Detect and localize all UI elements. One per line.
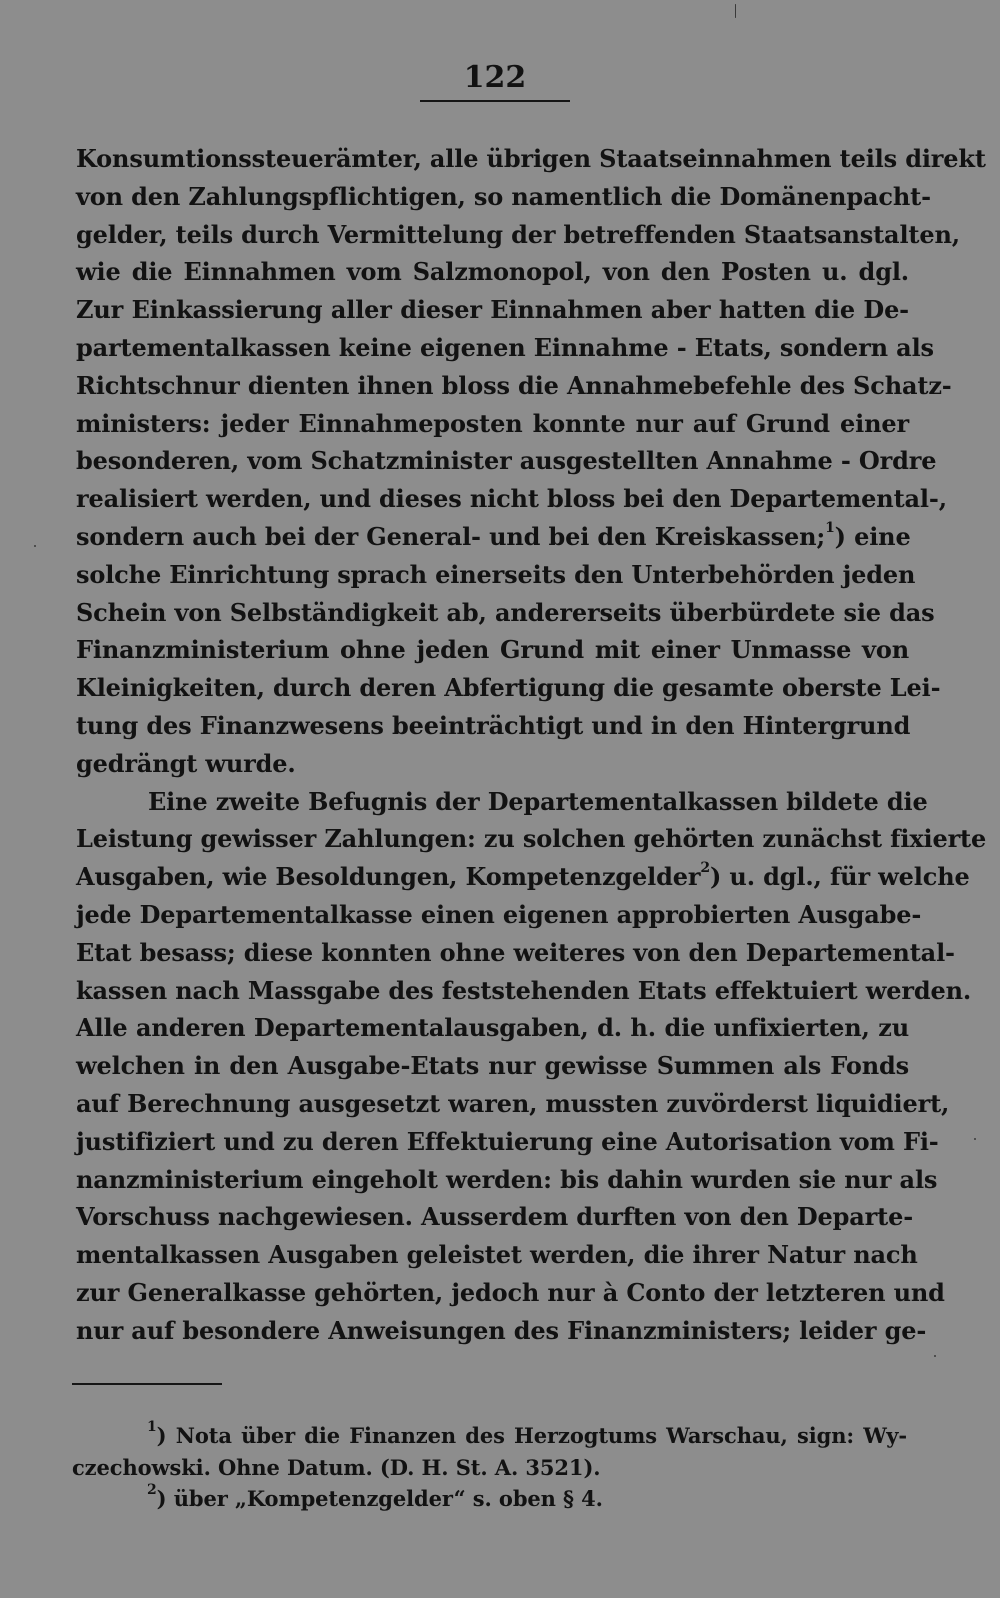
text-line: tung des Finanzwesens beeinträchtigt und in den Hintergrund <box>76 710 911 740</box>
text-line: Finanzministerium ohne jeden Grund mit einer Unmasse von <box>76 635 909 665</box>
text-line: realisiert werden, und dieses nicht bloss bei den Departemental-, <box>76 484 947 514</box>
text-line: welchen in den Ausgabe-Etats nur gewisse Summen als Fonds <box>76 1051 909 1081</box>
body-text <box>76 140 987 1350</box>
text-line: jede Departementalkasse einen eigenen approbierten Ausgabe- <box>76 899 922 929</box>
text-line: besonderen, vom Schatzminister ausgestellten Annahme - Ordre <box>76 446 937 476</box>
text-line: ministers: jeder Einnahmeposten konnte nur auf Grund einer <box>76 408 909 438</box>
footnote-rule <box>72 1383 222 1385</box>
text-line: kassen nach Massgabe des feststehenden Etats effektuiert werden. <box>76 975 972 1005</box>
text-segment: Ausgaben, wie Besoldungen, Kompetenzgelder <box>76 862 701 892</box>
text-line: Leistung gewisser Zahlungen: zu solchen gehörten zunächst fixierte <box>76 824 987 854</box>
scan-speck <box>934 1355 936 1357</box>
text-line: gelder, teils durch Vermittelung der betreffenden Staatsanstalten, <box>76 219 960 249</box>
footnote-line: czechowski. Ohne Datum. (D. H. St. A. 3521). <box>72 1454 601 1480</box>
text-line: Vorschuss nachgewiesen. Ausserdem durften von den Departe- <box>76 1202 914 1232</box>
text-line: Richtschnur dienten ihnen bloss die Annahmebefehle des Schatz- <box>76 370 952 400</box>
text-line: solche Einrichtung sprach einerseits den Unterbehörden jeden <box>76 559 916 589</box>
page-number-rule <box>420 100 570 102</box>
text-segment: ) eine <box>834 521 911 551</box>
text-line: Kleinigkeiten, durch deren Abfertigung die gesamte oberste Lei- <box>76 673 941 703</box>
text-line: von den Zahlungspflichtigen, so namentlich die Domänenpacht- <box>76 181 931 211</box>
text-line: Etat besass; diese konnten ohne weiteres von den Departemental- <box>76 937 955 967</box>
text-line: Konsumtionssteuerämter, alle übrigen Staatseinnahmen teils direkt <box>76 144 986 173</box>
scan-speck <box>34 545 36 547</box>
text-line: Zur Einkassierung aller dieser Einnahmen aber hatten die De- <box>76 295 909 325</box>
text-line: mentalkassen Ausgaben geleistet werden, die ihrer Natur nach <box>76 1240 918 1270</box>
text-line: nur auf besondere Anweisungen des Finanzministers; leider ge- <box>76 1315 927 1345</box>
text-line: zur Generalkasse gehörten, jedoch nur à Conto der letzteren und <box>76 1277 945 1307</box>
footnote-marker: 1 <box>147 1419 157 1435</box>
text-segment: ) u. dgl., für welche <box>710 862 970 892</box>
scan-speck <box>735 4 736 18</box>
text-line: justifiziert und zu deren Effektuierung eine Autorisation vom Fi- <box>76 1126 939 1156</box>
text-line: Eine zweite Befugnis der Departementalkassen bildete die <box>148 786 928 816</box>
text-line: Alle anderen Departementalausgaben, d. h. die unfixierten, zu <box>76 1013 909 1043</box>
paragraph-1 <box>76 140 986 783</box>
footnote-marker: 2 <box>147 1482 157 1498</box>
footnote-2 <box>72 1483 907 1515</box>
text-line: partementalkassen keine eigenen Einnahme - Etats, sondern als <box>76 332 934 362</box>
text-line: Schein von Selbständigkeit ab, andererseits überbürdete sie das <box>76 597 935 627</box>
footnote-line <box>72 1483 907 1515</box>
text-line: wie die Einnahmen vom Salzmonopol, von den Posten u. dgl. <box>76 257 909 287</box>
text-segment: sondern auch bei der General- und bei den Kreiskassen; <box>76 521 826 551</box>
text-line-with-footnote-ref <box>76 858 970 896</box>
paragraph-2 <box>76 783 987 1350</box>
footnotes <box>72 1420 907 1515</box>
page-number: 122 <box>463 60 527 95</box>
footnote-text: ) Nota über die Finanzen des Herzogtums Warschau, sign: Wy- <box>156 1423 907 1448</box>
text-line: nanzministerium eingeholt werden: bis dahin wurden sie nur als <box>76 1164 938 1194</box>
text-line-with-footnote-ref <box>76 518 909 556</box>
text-line: auf Berechnung ausgesetzt waren, mussten zuvörderst liquidiert, <box>76 1088 950 1118</box>
footnote-text: ) über „Kompetenzgelder“ s. oben § 4. <box>156 1486 603 1511</box>
footnote-1 <box>72 1420 907 1483</box>
footnote-line <box>72 1420 907 1452</box>
footnote-ref: 1 <box>825 519 835 536</box>
text-line: gedrängt wurde. <box>76 748 296 778</box>
scan-speck <box>974 1138 976 1140</box>
footnote-ref: 2 <box>700 860 710 877</box>
